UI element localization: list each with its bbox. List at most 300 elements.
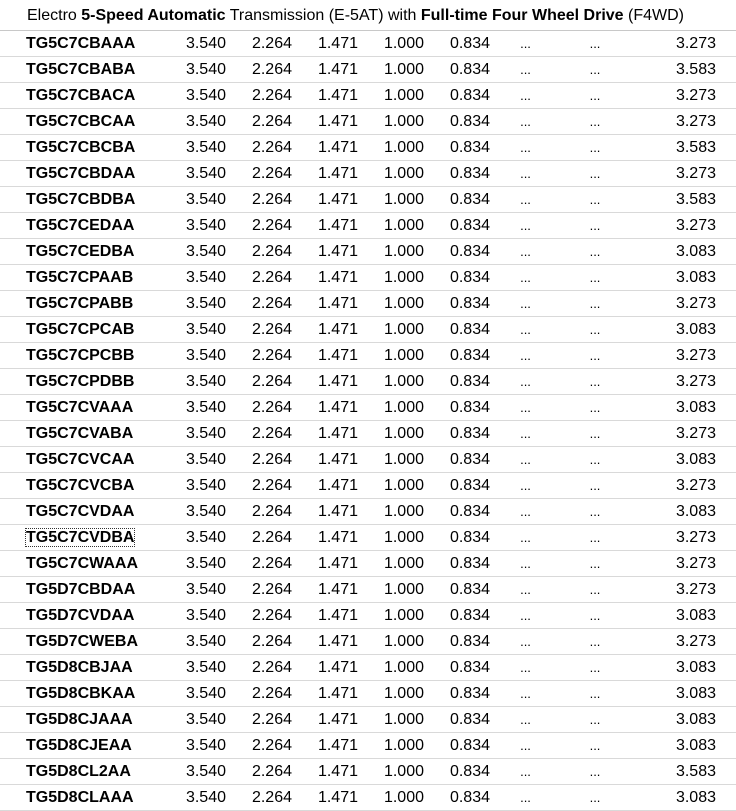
final-drive-ratio-cell[interactable] xyxy=(629,603,716,629)
ratio-6th-empty-cell[interactable] xyxy=(490,473,561,499)
ratio-7th-empty-cell[interactable] xyxy=(561,213,629,239)
ratio-5th-cell[interactable] xyxy=(424,499,490,525)
ratio-3rd-cell[interactable] xyxy=(292,291,358,317)
final-drive-ratio-cell[interactable] xyxy=(629,239,716,265)
ratio-7th-empty-cell[interactable] xyxy=(561,109,629,135)
ratio-1st-cell[interactable] xyxy=(160,577,226,603)
ratio-6th-empty-cell[interactable] xyxy=(490,707,561,733)
ratio-2nd-cell[interactable] xyxy=(226,31,292,57)
transmission-code-cell[interactable] xyxy=(0,291,160,317)
transmission-code-cell[interactable] xyxy=(0,473,160,499)
ratio-2nd-cell[interactable] xyxy=(226,343,292,369)
ratio-7th-empty-cell[interactable] xyxy=(561,603,629,629)
ratio-5th-cell[interactable] xyxy=(424,655,490,681)
ratio-1st-cell[interactable] xyxy=(160,369,226,395)
ratio-2nd-cell[interactable] xyxy=(226,135,292,161)
final-drive-ratio-cell[interactable] xyxy=(629,577,716,603)
ratio-5th-cell[interactable] xyxy=(424,239,490,265)
ratio-4th-cell[interactable] xyxy=(358,317,424,343)
ratio-5th-cell[interactable] xyxy=(424,291,490,317)
transmission-code-cell[interactable] xyxy=(0,733,160,759)
ratio-5th-cell[interactable] xyxy=(424,265,490,291)
ratio-7th-empty: ... xyxy=(589,374,601,389)
ratio-4th-cell[interactable] xyxy=(358,629,424,655)
ratio-3rd-cell[interactable] xyxy=(292,317,358,343)
final-drive-ratio-cell[interactable] xyxy=(629,317,716,343)
ratio-2nd-cell[interactable] xyxy=(226,291,292,317)
transmission-code-cell[interactable] xyxy=(0,655,160,681)
transmission-code: TG5D7CWEBA xyxy=(26,633,139,650)
ratio-5th-cell[interactable] xyxy=(424,57,490,83)
ratio-4th-cell[interactable] xyxy=(358,499,424,525)
ratio-3rd-cell[interactable] xyxy=(292,31,358,57)
ratio-7th-empty-cell[interactable] xyxy=(561,525,629,551)
ratio-7th-empty-cell[interactable] xyxy=(561,395,629,421)
ratio-2nd-cell[interactable] xyxy=(226,447,292,473)
final-drive-ratio-cell[interactable] xyxy=(629,291,716,317)
transmission-code-cell[interactable] xyxy=(0,83,160,109)
ratio-3rd: 1.471 xyxy=(317,581,358,598)
final-drive-ratio-cell[interactable] xyxy=(629,161,716,187)
ratio-5th-cell[interactable] xyxy=(424,785,490,811)
ratio-6th-empty-cell[interactable] xyxy=(490,265,561,291)
ratio-5th-cell[interactable] xyxy=(424,135,490,161)
ratio-7th-empty-cell[interactable] xyxy=(561,239,629,265)
ratio-1st-cell[interactable] xyxy=(160,525,226,551)
ratio-6th-empty-cell[interactable] xyxy=(490,551,561,577)
ratio-5th-cell[interactable] xyxy=(424,629,490,655)
ratio-6th-empty-cell[interactable] xyxy=(490,57,561,83)
ratio-2nd-cell[interactable] xyxy=(226,629,292,655)
ratio-7th-empty-cell[interactable] xyxy=(561,135,629,161)
ratio-2nd: 2.264 xyxy=(251,659,292,676)
transmission-code-cell[interactable] xyxy=(0,577,160,603)
transmission-code-cell[interactable] xyxy=(0,499,160,525)
ratio-3rd-cell[interactable] xyxy=(292,395,358,421)
ratio-7th-empty-cell[interactable] xyxy=(561,187,629,213)
ratio-2nd-cell[interactable] xyxy=(226,57,292,83)
transmission-code-cell[interactable] xyxy=(0,265,160,291)
ratio-4th-cell[interactable] xyxy=(358,655,424,681)
ratio-3rd-cell[interactable] xyxy=(292,655,358,681)
final-drive-ratio-cell[interactable] xyxy=(629,629,716,655)
ratio-6th-empty-cell[interactable] xyxy=(490,629,561,655)
ratio-2nd-cell[interactable] xyxy=(226,369,292,395)
ratio-4th-cell[interactable] xyxy=(358,395,424,421)
final-drive-ratio: 3.083 xyxy=(675,789,716,806)
ratio-7th-empty-cell[interactable] xyxy=(561,785,629,811)
ratio-7th-empty-cell[interactable] xyxy=(561,265,629,291)
ratio-6th-empty-cell[interactable] xyxy=(490,187,561,213)
final-drive-ratio: 3.273 xyxy=(675,529,716,546)
ratio-5th-cell[interactable] xyxy=(424,213,490,239)
ratio-7th-empty-cell[interactable] xyxy=(561,31,629,57)
ratio-6th-empty-cell[interactable] xyxy=(490,213,561,239)
ratio-5th-cell[interactable] xyxy=(424,681,490,707)
row-padding xyxy=(716,187,736,213)
ratio-2nd-cell[interactable] xyxy=(226,707,292,733)
transmission-code-cell[interactable] xyxy=(0,109,160,135)
ratio-1st-cell[interactable] xyxy=(160,239,226,265)
ratio-1st-cell[interactable] xyxy=(160,317,226,343)
ratio-6th-empty-cell[interactable] xyxy=(490,161,561,187)
ratio-4th-cell[interactable] xyxy=(358,57,424,83)
ratio-7th-empty-cell[interactable] xyxy=(561,343,629,369)
ratio-1st-cell[interactable] xyxy=(160,57,226,83)
ratio-1st-cell[interactable] xyxy=(160,213,226,239)
final-drive-ratio-cell[interactable] xyxy=(629,31,716,57)
transmission-code-cell[interactable] xyxy=(0,213,160,239)
transmission-code-cell[interactable] xyxy=(0,707,160,733)
ratio-1st: 3.540 xyxy=(185,425,226,442)
ratio-2nd-cell[interactable] xyxy=(226,655,292,681)
ratio-1st: 3.540 xyxy=(185,659,226,676)
ratio-7th-empty-cell[interactable] xyxy=(561,421,629,447)
ratio-3rd-cell[interactable] xyxy=(292,577,358,603)
ratio-7th-empty-cell[interactable] xyxy=(561,759,629,785)
ratio-5th-cell[interactable] xyxy=(424,317,490,343)
ratio-7th-empty-cell[interactable] xyxy=(561,161,629,187)
ratio-4th-cell[interactable] xyxy=(358,421,424,447)
ratio-2nd: 2.264 xyxy=(251,789,292,806)
final-drive-ratio-cell[interactable] xyxy=(629,213,716,239)
row-padding xyxy=(716,239,736,265)
ratio-7th-empty: ... xyxy=(589,582,601,597)
ratio-1st-cell[interactable] xyxy=(160,161,226,187)
ratio-6th-empty-cell[interactable] xyxy=(490,239,561,265)
ratio-6th-empty-cell[interactable] xyxy=(490,733,561,759)
ratio-1st-cell[interactable] xyxy=(160,187,226,213)
ratio-3rd-cell[interactable] xyxy=(292,239,358,265)
ratio-2nd-cell[interactable] xyxy=(226,421,292,447)
ratio-7th-empty-cell[interactable] xyxy=(561,499,629,525)
ratio-5th-cell[interactable] xyxy=(424,187,490,213)
ratio-1st-cell[interactable] xyxy=(160,291,226,317)
ratio-1st-cell[interactable] xyxy=(160,603,226,629)
ratio-5th-cell[interactable] xyxy=(424,395,490,421)
ratio-4th-cell[interactable] xyxy=(358,369,424,395)
ratio-5th-cell[interactable] xyxy=(424,31,490,57)
ratio-3rd-cell[interactable] xyxy=(292,369,358,395)
ratio-3rd-cell[interactable] xyxy=(292,525,358,551)
ratio-6th-empty: ... xyxy=(520,348,531,363)
ratio-1st-cell[interactable] xyxy=(160,473,226,499)
ratio-2nd-cell[interactable] xyxy=(226,525,292,551)
transmission-code-cell[interactable] xyxy=(0,421,160,447)
ratio-2nd-cell[interactable] xyxy=(226,265,292,291)
ratio-7th-empty-cell[interactable] xyxy=(561,317,629,343)
ratio-4th-cell[interactable] xyxy=(358,265,424,291)
ratio-4th-cell[interactable] xyxy=(358,187,424,213)
final-drive-ratio-cell[interactable] xyxy=(629,525,716,551)
ratio-2nd-cell[interactable] xyxy=(226,473,292,499)
final-drive-ratio-cell[interactable] xyxy=(629,759,716,785)
final-drive-ratio-cell[interactable] xyxy=(629,733,716,759)
ratio-3rd-cell[interactable] xyxy=(292,109,358,135)
ratio-6th-empty-cell[interactable] xyxy=(490,369,561,395)
ratio-5th-cell[interactable] xyxy=(424,759,490,785)
transmission-code-cell[interactable] xyxy=(0,395,160,421)
ratio-7th-empty-cell[interactable] xyxy=(561,447,629,473)
final-drive-ratio-cell[interactable] xyxy=(629,57,716,83)
ratio-1st-cell[interactable] xyxy=(160,31,226,57)
ratio-1st-cell[interactable] xyxy=(160,681,226,707)
ratio-7th-empty-cell[interactable] xyxy=(561,473,629,499)
ratio-4th-cell[interactable] xyxy=(358,161,424,187)
transmission-code-cell[interactable] xyxy=(0,57,160,83)
ratio-2nd-cell[interactable] xyxy=(226,733,292,759)
ratio-2nd-cell[interactable] xyxy=(226,213,292,239)
ratio-3rd-cell[interactable] xyxy=(292,759,358,785)
ratio-3rd-cell[interactable] xyxy=(292,551,358,577)
ratio-7th-empty-cell[interactable] xyxy=(561,551,629,577)
ratio-7th-empty-cell[interactable] xyxy=(561,369,629,395)
ratio-2nd-cell[interactable] xyxy=(226,603,292,629)
ratio-2nd-cell[interactable] xyxy=(226,785,292,811)
final-drive-ratio-cell[interactable] xyxy=(629,551,716,577)
transmission-code-cell[interactable] xyxy=(0,447,160,473)
transmission-code-cell[interactable] xyxy=(0,31,160,57)
ratio-2nd-cell[interactable] xyxy=(226,577,292,603)
final-drive-ratio: 3.273 xyxy=(675,477,716,494)
final-drive-ratio-cell[interactable] xyxy=(629,785,716,811)
ratio-3rd-cell[interactable] xyxy=(292,707,358,733)
ratio-7th-empty-cell[interactable] xyxy=(561,57,629,83)
ratio-6th-empty-cell[interactable] xyxy=(490,83,561,109)
ratio-6th-empty-cell[interactable] xyxy=(490,135,561,161)
ratio-4th-cell[interactable] xyxy=(358,525,424,551)
ratio-7th-empty-cell[interactable] xyxy=(561,629,629,655)
ratio-7th-empty-cell[interactable] xyxy=(561,681,629,707)
final-drive-ratio: 3.083 xyxy=(675,737,716,754)
ratio-6th-empty-cell[interactable] xyxy=(490,759,561,785)
ratio-3rd-cell[interactable] xyxy=(292,83,358,109)
ratio-2nd-cell[interactable] xyxy=(226,395,292,421)
ratio-4th-cell[interactable] xyxy=(358,785,424,811)
final-drive-ratio-cell[interactable] xyxy=(629,369,716,395)
ratio-1st-cell[interactable] xyxy=(160,707,226,733)
ratio-5th-cell[interactable] xyxy=(424,109,490,135)
ratio-4th-cell[interactable] xyxy=(358,473,424,499)
ratio-4th-cell[interactable] xyxy=(358,239,424,265)
ratio-2nd: 2.264 xyxy=(251,113,292,130)
ratio-4th-cell[interactable] xyxy=(358,83,424,109)
ratio-4th-cell[interactable] xyxy=(358,707,424,733)
ratio-6th-empty-cell[interactable] xyxy=(490,395,561,421)
ratio-4th-cell[interactable] xyxy=(358,733,424,759)
transmission-code-cell[interactable] xyxy=(0,603,160,629)
final-drive-ratio-cell[interactable] xyxy=(629,655,716,681)
ratio-4th-cell[interactable] xyxy=(358,291,424,317)
transmission-code-cell[interactable] xyxy=(0,161,160,187)
ratio-4th-cell[interactable] xyxy=(358,31,424,57)
ratio-5th-cell[interactable] xyxy=(424,577,490,603)
ratio-5th-cell[interactable] xyxy=(424,551,490,577)
final-drive-ratio-cell[interactable] xyxy=(629,83,716,109)
ratio-6th-empty-cell[interactable] xyxy=(490,109,561,135)
ratio-1st-cell[interactable] xyxy=(160,83,226,109)
ratio-2nd-cell[interactable] xyxy=(226,317,292,343)
ratio-3rd-cell[interactable] xyxy=(292,213,358,239)
ratio-1st-cell[interactable] xyxy=(160,265,226,291)
ratio-3rd-cell[interactable] xyxy=(292,161,358,187)
ratio-1st-cell[interactable] xyxy=(160,135,226,161)
final-drive-ratio-cell[interactable] xyxy=(629,187,716,213)
ratio-3rd-cell[interactable] xyxy=(292,421,358,447)
ratio-4th: 1.000 xyxy=(383,61,424,78)
ratio-5th-cell[interactable] xyxy=(424,707,490,733)
ratio-4th-cell[interactable] xyxy=(358,213,424,239)
ratio-3rd-cell[interactable] xyxy=(292,733,358,759)
final-drive-ratio: 3.273 xyxy=(675,373,716,390)
row-padding xyxy=(716,655,736,681)
ratio-2nd: 2.264 xyxy=(251,373,292,390)
transmission-code-cell[interactable] xyxy=(0,369,160,395)
ratio-5th-cell[interactable] xyxy=(424,343,490,369)
ratio-4th-cell[interactable] xyxy=(358,135,424,161)
ratio-2nd-cell[interactable] xyxy=(226,499,292,525)
table-row xyxy=(0,239,736,265)
final-drive-ratio-cell[interactable] xyxy=(629,421,716,447)
final-drive-ratio-cell[interactable] xyxy=(629,343,716,369)
ratio-6th-empty-cell[interactable] xyxy=(490,603,561,629)
ratio-4th-cell[interactable] xyxy=(358,681,424,707)
ratio-6th-empty-cell[interactable] xyxy=(490,681,561,707)
final-drive-ratio-cell[interactable] xyxy=(629,135,716,161)
ratio-2nd-cell[interactable] xyxy=(226,83,292,109)
transmission-code-cell[interactable] xyxy=(0,525,160,551)
ratio-6th-empty-cell[interactable] xyxy=(490,525,561,551)
ratio-1st-cell[interactable] xyxy=(160,421,226,447)
ratio-2nd-cell[interactable] xyxy=(226,759,292,785)
ratio-3rd-cell[interactable] xyxy=(292,343,358,369)
ratio-7th-empty-cell[interactable] xyxy=(561,707,629,733)
ratio-4th-cell[interactable] xyxy=(358,603,424,629)
final-drive-ratio-cell[interactable] xyxy=(629,499,716,525)
ratio-6th-empty-cell[interactable] xyxy=(490,343,561,369)
final-drive-ratio-cell[interactable] xyxy=(629,681,716,707)
ratio-3rd: 1.471 xyxy=(317,529,358,546)
ratio-1st-cell[interactable] xyxy=(160,785,226,811)
ratio-1st-cell[interactable] xyxy=(160,343,226,369)
ratio-6th-empty-cell[interactable] xyxy=(490,447,561,473)
transmission-code-cell[interactable] xyxy=(0,317,160,343)
ratio-2nd-cell[interactable] xyxy=(226,681,292,707)
row-padding xyxy=(716,343,736,369)
ratio-6th-empty-cell[interactable] xyxy=(490,317,561,343)
ratio-7th-empty-cell[interactable] xyxy=(561,733,629,759)
ratio-3rd-cell[interactable] xyxy=(292,681,358,707)
ratio-7th-empty-cell[interactable] xyxy=(561,291,629,317)
ratio-5th-cell[interactable] xyxy=(424,525,490,551)
ratio-5th-cell[interactable] xyxy=(424,161,490,187)
ratio-3rd-cell[interactable] xyxy=(292,499,358,525)
ratio-4th: 1.000 xyxy=(383,425,424,442)
ratio-6th-empty-cell[interactable] xyxy=(490,421,561,447)
ratio-5th: 0.834 xyxy=(449,685,490,702)
ratio-5th-cell[interactable] xyxy=(424,421,490,447)
ratio-1st-cell[interactable] xyxy=(160,499,226,525)
ratio-1st-cell[interactable] xyxy=(160,655,226,681)
ratio-1st-cell[interactable] xyxy=(160,551,226,577)
ratio-4th-cell[interactable] xyxy=(358,343,424,369)
ratio-1st-cell[interactable] xyxy=(160,733,226,759)
ratio-4th-cell[interactable] xyxy=(358,109,424,135)
ratio-5th-cell[interactable] xyxy=(424,447,490,473)
final-drive-ratio-cell[interactable] xyxy=(629,109,716,135)
ratio-2nd-cell[interactable] xyxy=(226,239,292,265)
ratio-2nd: 2.264 xyxy=(251,399,292,416)
transmission-code: TG5C7CPCBB xyxy=(26,347,135,364)
transmission-code-cell[interactable] xyxy=(0,785,160,811)
ratio-2nd-cell[interactable] xyxy=(226,187,292,213)
ratio-7th-empty-cell[interactable] xyxy=(561,83,629,109)
final-drive-ratio-cell[interactable] xyxy=(629,447,716,473)
ratio-2nd-cell[interactable] xyxy=(226,109,292,135)
transmission-code-cell[interactable] xyxy=(0,187,160,213)
ratio-6th-empty-cell[interactable] xyxy=(490,291,561,317)
ratio-4th-cell[interactable] xyxy=(358,551,424,577)
ratio-5th-cell[interactable] xyxy=(424,603,490,629)
transmission-code-cell[interactable] xyxy=(0,135,160,161)
ratio-4th-cell[interactable] xyxy=(358,759,424,785)
transmission-code-cell[interactable] xyxy=(0,681,160,707)
ratio-7th-empty-cell[interactable] xyxy=(561,655,629,681)
ratio-3rd-cell[interactable] xyxy=(292,187,358,213)
ratio-5th-cell[interactable] xyxy=(424,733,490,759)
ratio-6th-empty-cell[interactable] xyxy=(490,785,561,811)
ratio-3rd-cell[interactable] xyxy=(292,603,358,629)
final-drive-ratio-cell[interactable] xyxy=(629,473,716,499)
transmission-code-cell[interactable] xyxy=(0,759,160,785)
final-drive-ratio-cell[interactable] xyxy=(629,707,716,733)
ratio-5th-cell[interactable] xyxy=(424,369,490,395)
ratio-1st-cell[interactable] xyxy=(160,629,226,655)
ratio-5th: 0.834 xyxy=(449,139,490,156)
ratio-6th-empty-cell[interactable] xyxy=(490,655,561,681)
ratio-1st: 3.540 xyxy=(185,35,226,52)
ratio-7th-empty-cell[interactable] xyxy=(561,577,629,603)
ratio-3rd-cell[interactable] xyxy=(292,473,358,499)
ratio-6th-empty-cell[interactable] xyxy=(490,31,561,57)
ratio-1st-cell[interactable] xyxy=(160,109,226,135)
ratio-5th-cell[interactable] xyxy=(424,83,490,109)
ratio-3rd-cell[interactable] xyxy=(292,57,358,83)
ratio-5th-cell[interactable] xyxy=(424,473,490,499)
ratio-4th-cell[interactable] xyxy=(358,447,424,473)
ratio-2nd-cell[interactable] xyxy=(226,551,292,577)
ratio-3rd-cell[interactable] xyxy=(292,265,358,291)
ratio-6th-empty-cell[interactable] xyxy=(490,577,561,603)
ratio-4th-cell[interactable] xyxy=(358,577,424,603)
transmission-code-cell[interactable] xyxy=(0,551,160,577)
final-drive-ratio-cell[interactable] xyxy=(629,395,716,421)
final-drive-ratio-cell[interactable] xyxy=(629,265,716,291)
ratio-3rd-cell[interactable] xyxy=(292,447,358,473)
ratio-2nd-cell[interactable] xyxy=(226,161,292,187)
transmission-code-cell[interactable] xyxy=(0,239,160,265)
transmission-code-cell[interactable] xyxy=(0,343,160,369)
ratio-6th-empty-cell[interactable] xyxy=(490,499,561,525)
ratio-1st-cell[interactable] xyxy=(160,395,226,421)
ratio-3rd-cell[interactable] xyxy=(292,135,358,161)
transmission-code-cell[interactable] xyxy=(0,629,160,655)
ratio-3rd-cell[interactable] xyxy=(292,629,358,655)
ratio-1st-cell[interactable] xyxy=(160,447,226,473)
ratio-5th: 0.834 xyxy=(449,399,490,416)
ratio-3rd-cell[interactable] xyxy=(292,785,358,811)
ratio-1st-cell[interactable] xyxy=(160,759,226,785)
